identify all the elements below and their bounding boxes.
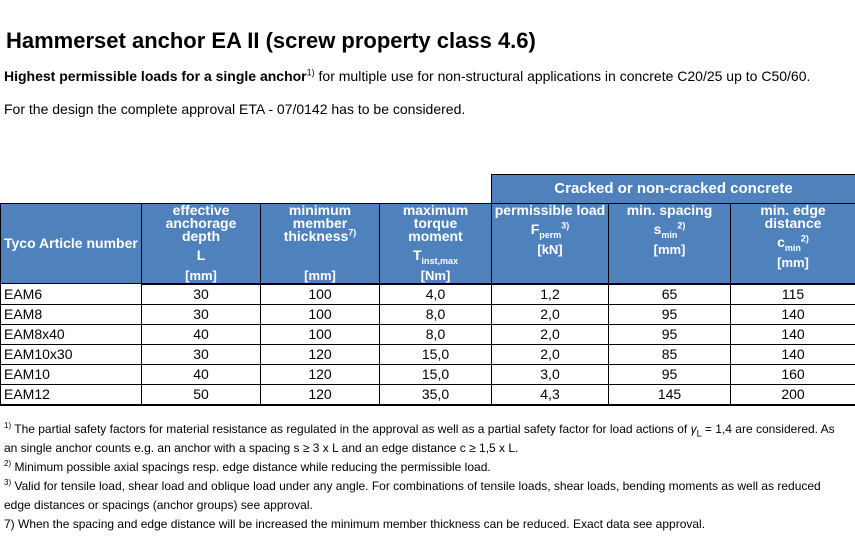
article-number-cell: EAM10x30 xyxy=(1,344,142,364)
table-cell: 40 xyxy=(142,364,261,384)
table-row xyxy=(1,284,855,305)
column-symbol xyxy=(731,233,855,251)
group-header-row xyxy=(1,175,855,204)
table-cell: 160 xyxy=(731,364,855,384)
footnote-3 xyxy=(4,477,844,515)
column-header-label: effective anchorage xyxy=(165,201,237,231)
table-cell: 145 xyxy=(609,384,731,405)
article-number-cell: EAM8 xyxy=(1,304,142,324)
symbol-main: T xyxy=(412,246,422,263)
table-cell: 30 xyxy=(142,284,261,305)
column-header xyxy=(492,203,609,284)
symbol-main: F xyxy=(530,220,540,237)
symbol-footnote-ref: 3) xyxy=(561,219,570,230)
column-header xyxy=(731,203,855,284)
load-table xyxy=(0,174,855,406)
footnote-2 xyxy=(4,458,844,477)
footnote-3-mark: 3) xyxy=(4,478,12,487)
table-row xyxy=(1,344,855,364)
table-cell: 115 xyxy=(731,284,855,305)
symbol-subscript: perm xyxy=(539,229,562,240)
footnote-7: 7) When the spacing and edge distance will be increased the minimum member thickness can be reduced. Exact data see approval. xyxy=(4,517,706,531)
footnote-1-text-a: The partial safety factors for material resistance as regulated in the approval as well as a partial safety factor for load actions of xyxy=(11,422,691,436)
table-cell: 3,0 xyxy=(492,364,609,384)
column-header-footnote-ref: 7) xyxy=(348,226,357,237)
footnote-2-mark: 2) xyxy=(4,459,12,468)
column-header-label: min. spacing xyxy=(626,201,713,218)
table-cell: 200 xyxy=(731,384,855,405)
column-unit: [mm] xyxy=(304,267,336,283)
table-cell: 30 xyxy=(142,344,261,364)
subtitle-bold: Highest permissible loads for a single anchor xyxy=(4,68,307,84)
column-header xyxy=(142,203,261,284)
table-cell: 2,0 xyxy=(492,304,609,324)
footnote-1-mark: 1) xyxy=(4,421,12,430)
table-cell: 40 xyxy=(142,324,261,344)
subtitle-rest: for multiple use for non-structural applications in concrete C20/25 up to C50/60. xyxy=(314,68,811,84)
column-symbol xyxy=(492,220,608,238)
column-unit: [mm] xyxy=(777,254,809,270)
subtitle-footnote-ref: 1) xyxy=(306,67,315,78)
column-header-label-text: thickness xyxy=(283,227,349,244)
table-cell: 140 xyxy=(731,344,855,364)
table-row xyxy=(1,304,855,324)
column-symbol xyxy=(609,220,730,238)
table-cell: 140 xyxy=(731,304,855,324)
table-cell: 100 xyxy=(261,304,380,324)
table-cell: 95 xyxy=(609,364,731,384)
symbol-subscript: min xyxy=(784,242,801,253)
page-title: Hammerset anchor EA II (screw property class 4.6) xyxy=(6,28,536,53)
table-cell: 15,0 xyxy=(380,364,492,384)
symbol-subscript: inst,max xyxy=(421,255,459,266)
table-cell: 2,0 xyxy=(492,324,609,344)
column-symbol xyxy=(380,246,491,264)
column-unit: [kN] xyxy=(537,241,563,257)
table-cell: 30 xyxy=(142,304,261,324)
article-number-cell: EAM12 xyxy=(1,384,142,405)
table-cell: 140 xyxy=(731,324,855,344)
table-cell: 100 xyxy=(261,324,380,344)
table-cell: 4,3 xyxy=(492,384,609,405)
table-cell: 35,0 xyxy=(380,384,492,405)
column-unit: [Nm] xyxy=(420,267,451,283)
gamma-symbol: γ xyxy=(690,422,697,436)
symbol-footnote-ref: 2) xyxy=(677,219,686,230)
table-cell: 8,0 xyxy=(380,324,492,344)
column-header-row xyxy=(1,203,855,284)
table-cell: 95 xyxy=(609,304,731,324)
column-symbol xyxy=(142,246,260,264)
table-cell: 4,0 xyxy=(380,284,492,305)
gamma-subscript: L xyxy=(696,428,702,439)
table-cell: 65 xyxy=(609,284,731,305)
footnote-1-text-b: = 1,4 are considered. As an single anchor counts e.g. an anchor with a spacing s ≥ 3 x L and an edge distance c ≥ 1,5 x L. xyxy=(4,422,835,455)
symbol-main: s xyxy=(653,220,662,237)
table-row xyxy=(1,384,855,405)
group-header: Cracked or non-cracked concrete xyxy=(492,175,855,204)
table-cell: 85 xyxy=(609,344,731,364)
symbol-main: c xyxy=(777,233,785,250)
footnote-3-text: Valid for tensile load, shear load and oblique load under any angle. For combinations of tensile loads, shear loads, bending moments as well as reduced edge distances or spacings (anchor groups) see approval. xyxy=(4,479,821,512)
table-cell: 120 xyxy=(261,384,380,405)
column-header-label: minimum member xyxy=(288,201,352,231)
table-row xyxy=(1,324,855,344)
article-number-cell: EAM10 xyxy=(1,364,142,384)
table-cell: 50 xyxy=(142,384,261,405)
footnote-1 xyxy=(4,420,844,458)
column-header-label xyxy=(261,226,379,244)
column-unit: [mm] xyxy=(653,241,686,257)
article-number-cell: EAM8x40 xyxy=(1,324,142,344)
table-cell: 8,0 xyxy=(380,304,492,324)
article-number-cell: EAM6 xyxy=(1,284,142,305)
footnotes xyxy=(4,420,844,534)
symbol-subscript: min xyxy=(661,229,678,240)
column-header-label: moment xyxy=(408,227,463,244)
column-header xyxy=(261,203,380,284)
table-body xyxy=(1,284,855,405)
column-unit: [mm] xyxy=(185,267,217,283)
subtitle xyxy=(4,68,810,84)
column-header-label: min. edge distance xyxy=(760,201,826,231)
column-header xyxy=(1,203,142,284)
symbol-main: L xyxy=(196,246,206,263)
table-cell: 95 xyxy=(609,324,731,344)
column-header-label: Tyco Article number xyxy=(4,234,138,251)
column-header-label: maximum torque xyxy=(402,201,469,231)
table-row xyxy=(1,364,855,384)
approval-note: For the design the complete approval ETA - 07/0142 has to be considered. xyxy=(4,101,466,117)
table-cell: 2,0 xyxy=(492,344,609,364)
table-cell: 120 xyxy=(261,364,380,384)
column-header xyxy=(380,203,492,284)
column-header-label: permissible load xyxy=(494,201,606,218)
table-cell: 100 xyxy=(261,284,380,305)
footnote-2-text: Minimum possible axial spacings resp. edge distance while reducing the permissible load. xyxy=(11,460,491,474)
column-header-label: depth xyxy=(181,227,221,244)
symbol-footnote-ref: 2) xyxy=(800,232,809,243)
table-cell: 1,2 xyxy=(492,284,609,305)
table-cell: 15,0 xyxy=(380,344,492,364)
column-header xyxy=(609,203,731,284)
table-cell: 120 xyxy=(261,344,380,364)
